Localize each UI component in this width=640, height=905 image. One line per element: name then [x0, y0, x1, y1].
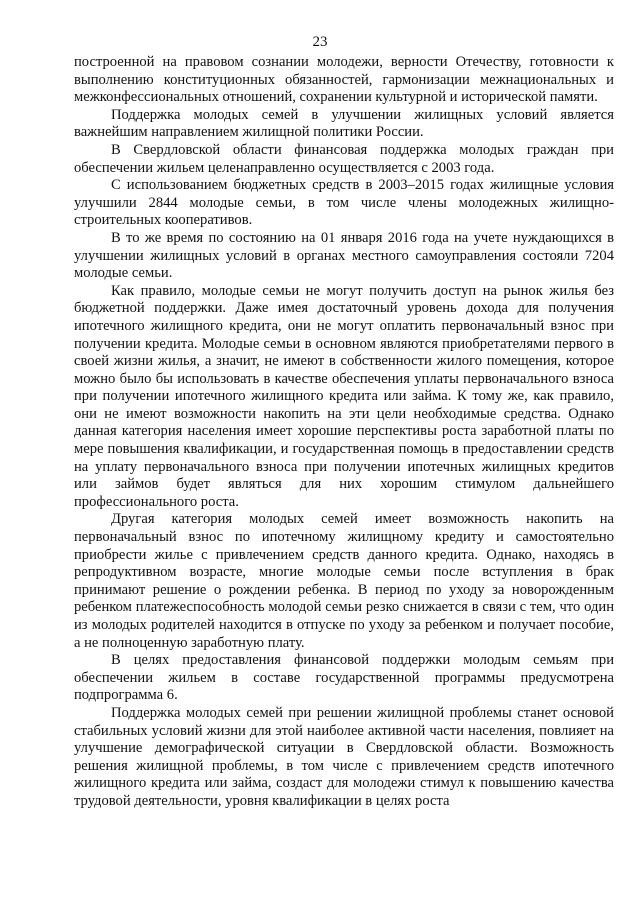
page-number: 23: [312, 34, 328, 50]
paragraph-8: В целях предоставления финансовой поддержки молодым семьям при обеспечении жильем в составе государственной программы предусмотрена подпрограмма 6.: [74, 652, 614, 704]
paragraph-7: Другая категория молодых семей имеет возможность накопить на первоначальный взнос по ипотечному жилищному кредиту и самостоятельно приобрести жилье с привлечением средств данного кредита. Однако, находясь в репродуктивном возрасте, многие молодые семьи после вступления в брак принимают решение о рождении ребенка. В период по уходу за новорожденным ребенком платежеспособность молодой семьи резко снижается в связи с тем, что один из молодых родителей находится в отпуске по уходу за ребенком и получает пособие, а не полноценную заработную плату.: [74, 511, 614, 651]
paragraph-9: Поддержка молодых семей при решении жилищной проблемы станет основой стабильных условий жизни для этой наиболее активной части населения, повлияет на улучшение демографической ситуации в Свердловской области. Возможность решения жилищной проблемы, в том числе с привлечением средств ипотечного жилищного кредита или займа, создаст для молодежи стимул к повышению качества трудовой деятельности, уровня квалификации в целях роста: [74, 704, 614, 809]
paragraph-3: В Свердловской области финансовая поддержка молодых граждан при обеспечении жильем целенаправленно осуществляется с 2003 года.: [74, 141, 614, 176]
paragraph-2: Поддержка молодых семей в улучшении жилищных условий является важнейшим направлением жилищной политики России.: [74, 106, 614, 141]
body-text: [74, 54, 614, 811]
paragraph-5: В то же время по состоянию на 01 января 2016 года на учете нуждающихся в улучшении жилищных условий в органах местного самоуправления состояли 7204 молодые семьи.: [74, 229, 614, 282]
paragraph-1: построенной на правовом сознании молодежи, верности Отечеству, готовности к выполнению конституционных обязанностей, гармонизации межнациональных и межконфессиональных отношений, сохранении культурной и исторической памяти.: [74, 54, 614, 106]
paragraph-4: С использованием бюджетных средств в 2003–2015 годах жилищные условия улучшили 2844 молодые семьи, в том числе члены молодежных жилищно-строительных кооперативов.: [74, 177, 614, 229]
paragraph-6: Как правило, молодые семьи не могут получить доступ на рынок жилья без бюджетной поддержки. Даже имея достаточный уровень дохода для получения ипотечного жилищного кредита, они не могут оплатить первоначальный взнос при получении кредита. Молодые семьи в основном являются приобретателями первого в своей жизни жилья, а значит, не имеют в собственности жилого помещения, которое можно было бы использовать в качестве обеспечения уплаты первоначального взноса при получении ипотечного жилищного кредита или займа. К тому же, как правило, они не имеют возможности накопить на эти цели необходимые средства. Однако данная категория населения имеет хорошие перспективы роста заработной платы по мере повышения квалификации, и государственная помощь в предоставлении средств на уплату первоначального взноса при получении ипотечных жилищных кредитов или займов будет являться для них хорошим стимулом дальнейшего профессионального роста.: [74, 282, 614, 510]
